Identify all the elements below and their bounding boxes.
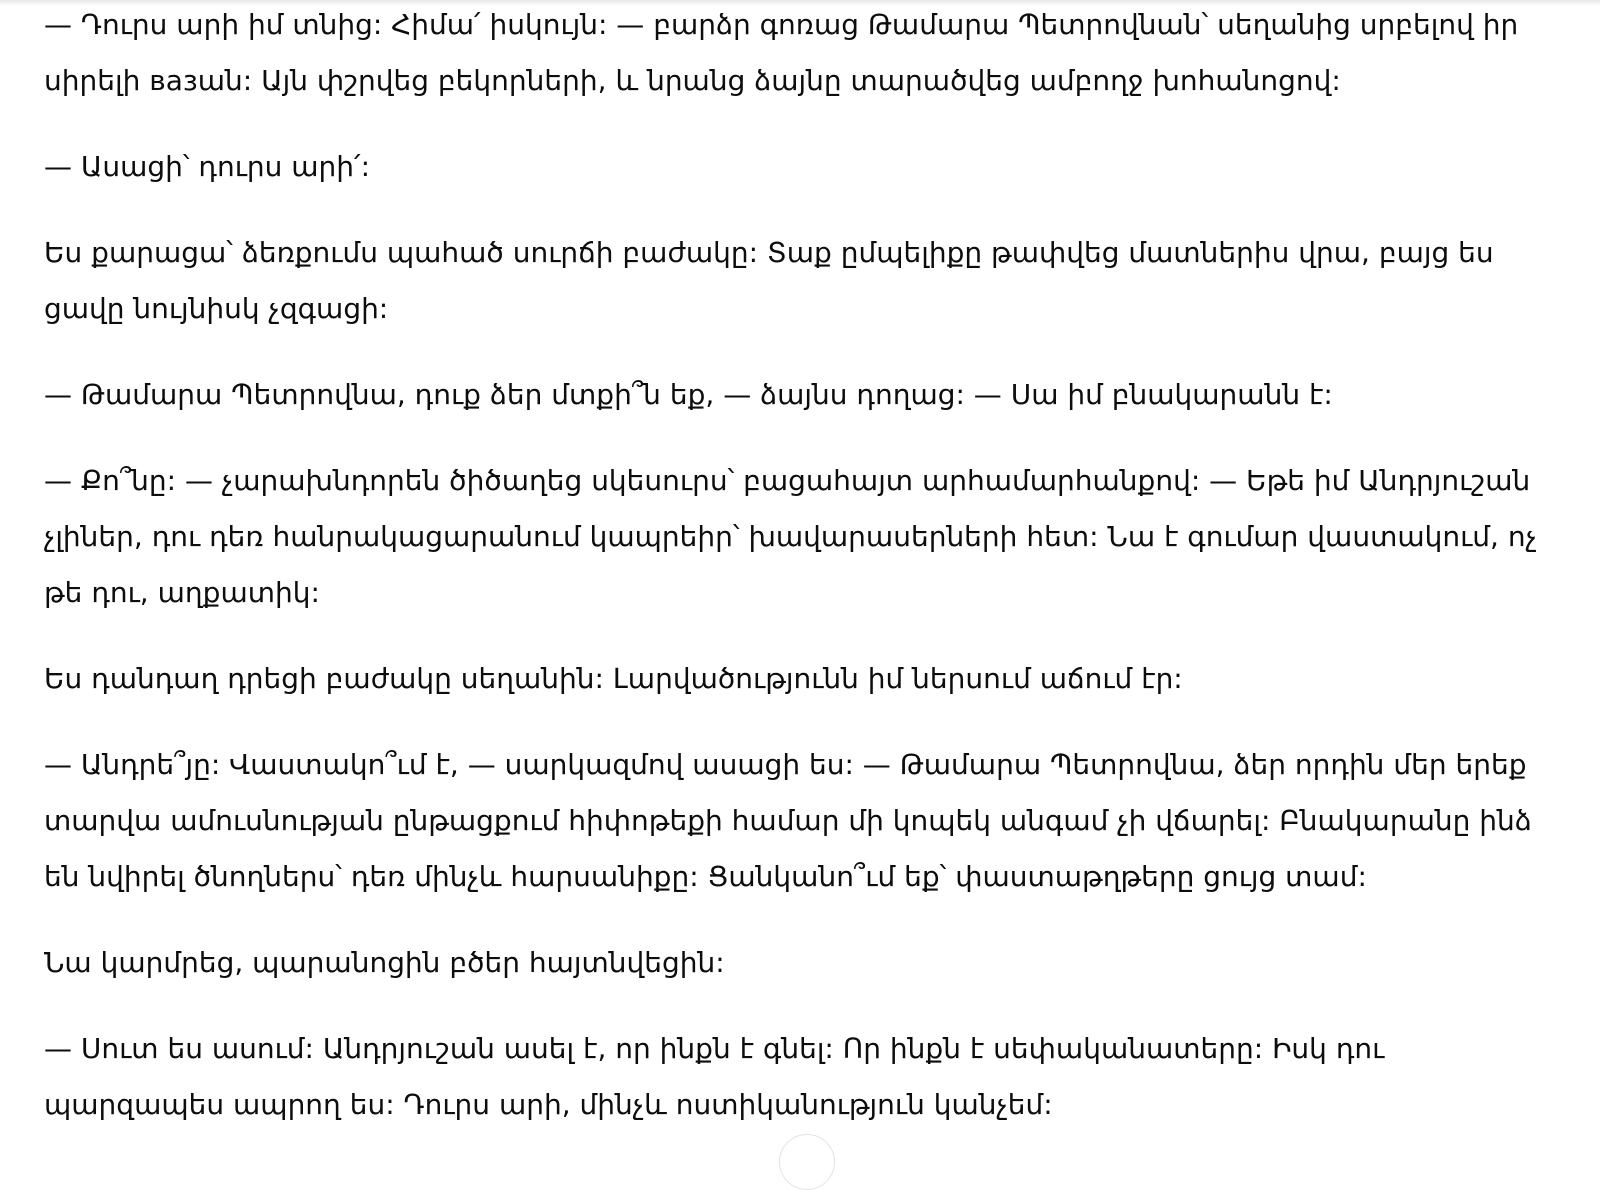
paragraph: — Թամարա Պետրովնա, դուք ձեր մտքի՞ն եք, — ձայնս դողաց: — Սա իմ բնակարանն է: (44, 378, 1333, 411)
paragraph: — Անդրե՞յը: Վաստակո՞ւմ է, — սարկազմով ասացի ես: — Թամարա Պետրովնա, ձեր որդին մեր երեք տարվա ամուսնության ընթացքում հիփոթեքի համար մի կոպեկ անգամ չի վճարել: Բնակարանը ինձ են նվիրել ծնողներս՝ դեռ մինչև հարսանիքը: Ցանկանո՞ւմ եք՝ փաստաթղթերը ցույց տամ: (44, 748, 1532, 893)
scroll-down-button[interactable] (779, 1134, 835, 1190)
paragraph: Նա կարմրեց, պարանոցին բծեր հայտնվեցին: (44, 946, 725, 979)
paragraph: — Քո՞նը: — չարախնդորեն ծիծաղեց սկեսուրս՝ բացահայտ արհամարհանքով: — Եթե իմ Անդրյուշան չլիներ, դու դեռ հանրակացարանում կապրեիր՝ խավարասերների հետ: Նա է գումար վաստակում, ոչ թե դու, աղքատիկ: (44, 464, 1537, 609)
story-text (44, 0, 1544, 1163)
paragraph: — Սուտ ես ասում: Անդրյուշան ասել է, որ ինքն է գնել: Որ ինքն է սեփականատերը: Իսկ դու պարզապես ապրող ես: Դուրս արի, մինչև ոստիկանություն կանչեմ: (44, 1032, 1385, 1121)
paragraph: Ես դանդաղ դրեցի բաժակը սեղանին: Լարվածությունն իմ ներսում աճում էր: (44, 662, 1183, 695)
paragraph: Ես քարացա՝ ձեռքումս պահած սուրճի բաժակը: Տաք ըմպելիքը թափվեց մատներիս վրա, բայց ես ցավը նույնիսկ չզգացի: (44, 236, 1494, 325)
paragraph: — Դուրս արի իմ տնից: Հիմա՛ իսկույն: — բարձր գոռաց Թամարա Պետրովնան՝ սեղանից սրբելով իր սիրելի вазան: Այն փշրվեց բեկորների, և նրանց ձայնը տարածվեց ամբողջ խոհանոցով: (44, 8, 1519, 97)
paragraph: — Ասացի՝ դուրս արի՛: (44, 150, 371, 183)
